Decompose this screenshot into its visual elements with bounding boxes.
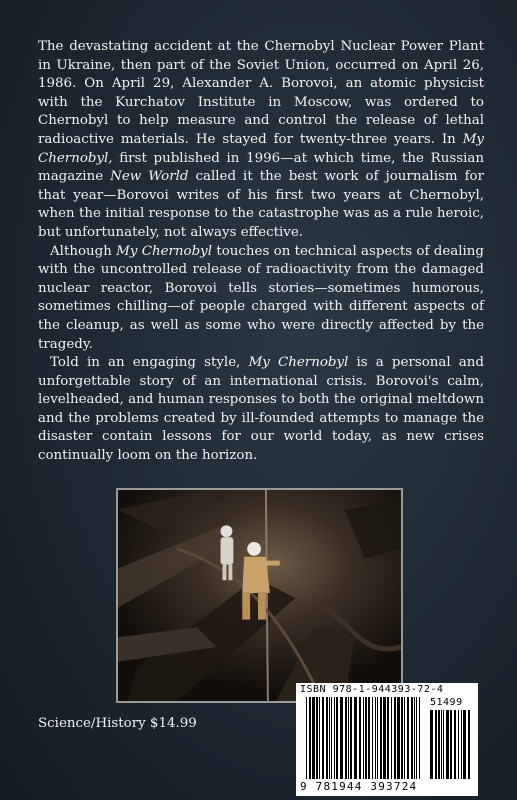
blurb-text: Although <box>50 243 117 259</box>
blurb-paragraph-1 <box>38 38 484 243</box>
ean-digits: 9 781944 393724 <box>300 780 418 793</box>
workers-in-reactor-photo <box>116 488 403 703</box>
blurb-text: called it the best work of journalism for that year—Borovoi writes of his first two years at Chernobyl, when the initial response to the catastrophe was as a rule heroic, but unfortunately, not always effective. <box>38 169 485 240</box>
blurb-text: first published in 1996—at which time, the Russian magazine <box>38 150 484 185</box>
back-cover-blurb <box>38 38 484 466</box>
blurb-text: The devastating accident at the Chernobyl Nuclear Power Plant in Ukraine, then part of the Soviet Union, occurred on April 26, 1986. On April 29, Alexander A. Borovoi, an atomic physicist with the Kurchatov Institute in Moscow, was ordered to Chernobyl to help measure and control the release of lethal radioactive materials. He stayed for twenty-three years. In <box>38 39 484 147</box>
blurb-paragraph-2 <box>38 243 484 355</box>
isbn-barcode <box>296 683 478 796</box>
blurb-text: Told in an engaging style, <box>50 355 249 371</box>
blurb-text: is a personal and unforgettable story of an international crisis. Borovoi's calm, levelheaded, and human responses to both the original meltdown and the problems created by ill-founded attempts to manage the disaster contain lessons for our world today, as new crises continually loom on the horizon. <box>38 355 484 464</box>
ean-barcode-bars <box>306 697 422 779</box>
isbn-number: ISBN 978-1-944393-72-4 <box>300 684 444 695</box>
price-addon-bars <box>430 710 470 779</box>
book-title-italic: My Chernobyl <box>116 243 213 259</box>
book-title-italic: My Chernobyl, <box>38 131 484 166</box>
category-price-label: Science/History $14.99 <box>38 716 197 731</box>
blurb-paragraph-3 <box>38 354 484 466</box>
book-title-italic: My Chernobyl <box>248 355 349 371</box>
blurb-text: touches on technical aspects of dealing with the uncontrolled release of radioactivity from the damaged nuclear reactor, Borovoi tells stories—sometimes humorous, sometimes chilling—of people charged with different aspects of the cleanup, as well as some who were directly affected by the tragedy. <box>38 243 484 352</box>
photo-illustration <box>118 490 401 701</box>
price-code: 51499 <box>430 697 463 708</box>
magazine-title-italic: New World <box>110 169 189 185</box>
